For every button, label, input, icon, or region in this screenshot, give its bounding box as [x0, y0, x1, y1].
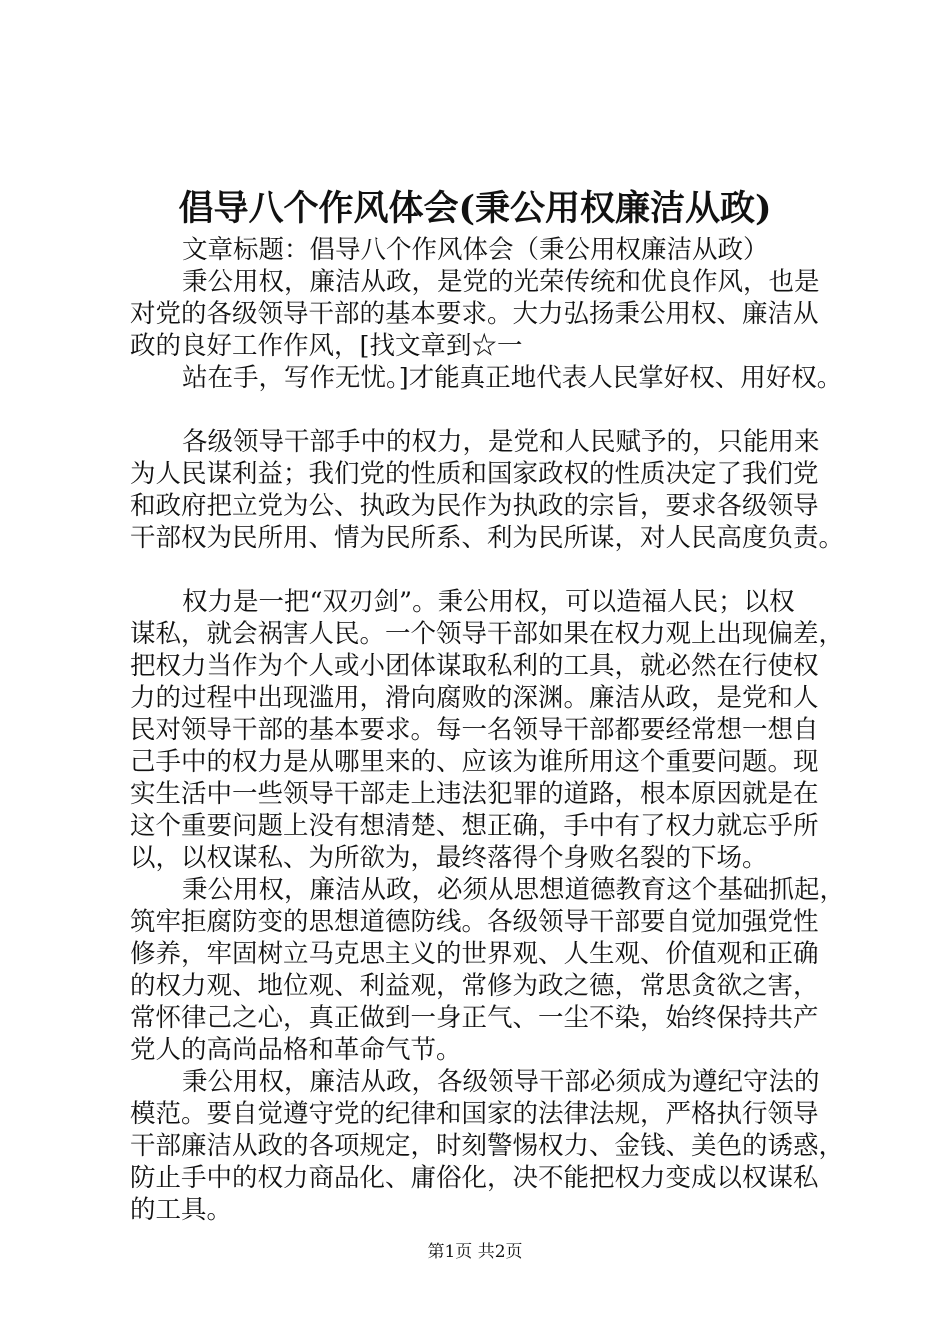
text-line: 的工具。	[130, 1195, 233, 1225]
text-line: 谋私，就会祸害人民。一个领导干部如果在权力观上出现偏差，	[130, 619, 845, 649]
text-line: 为人民谋利益；我们党的性质和国家政权的性质决定了我们党	[130, 459, 819, 489]
text-line: 筑牢拒腐防变的思想道德防线。各级领导干部要自觉加强党性	[130, 907, 819, 937]
text-line: 模范。要自觉遵守党的纪律和国家的法律法规，严格执行领导	[130, 1099, 819, 1129]
text-line: 防止手中的权力商品化、庸俗化，决不能把权力变成以权谋私	[130, 1163, 819, 1193]
text-line: 常怀律己之心，真正做到一身正气、一尘不染，始终保持共产	[130, 1003, 819, 1033]
text-line: 干部权为民所用、情为民所系、利为民所谋，对人民高度负责。	[130, 523, 845, 553]
text-line: 秉公用权，廉洁从政，是党的光荣传统和优良作风，也是	[182, 267, 820, 297]
text-line: 文章标题：倡导八个作风体会（秉公用权廉洁从政）	[182, 235, 769, 265]
text-line: 己手中的权力是从哪里来的、应该为谁所用这个重要问题。现	[130, 747, 819, 777]
text-line: 以，以权谋私、为所欲为，最终落得个身败名裂的下场。	[130, 843, 768, 873]
document-body	[130, 234, 860, 1226]
text-line: 对党的各级领导干部的基本要求。大力弘扬秉公用权、廉洁从	[130, 299, 819, 329]
text-line: 干部廉洁从政的各项规定，时刻警惕权力、金钱、美色的诱惑，	[130, 1131, 845, 1161]
text-line: 秉公用权，廉洁从政，必须从思想道德教育这个基础抓起，	[182, 875, 846, 905]
text-line: 各级领导干部手中的权力，是党和人民赋予的，只能用来	[182, 427, 820, 457]
text-line: 这个重要问题上没有想清楚、想正确，手中有了权力就忘乎所	[130, 811, 819, 841]
text-line: 实生活中一些领导干部走上违法犯罪的道路，根本原因就是在	[130, 779, 819, 809]
text-line: 的权力观、地位观、利益观，常修为政之德，常思贪欲之害，	[130, 971, 819, 1001]
text-line: 站在手，写作无忧。]才能真正地代表人民掌好权、用好权。	[182, 363, 843, 393]
paragraph-gap	[130, 554, 860, 586]
text-line: 力的过程中出现滥用，滑向腐败的深渊。廉洁从政，是党和人	[130, 683, 819, 713]
text-line: 把权力当作为个人或小团体谋取私利的工具，就必然在行使权	[130, 651, 819, 681]
paragraph-gap	[130, 394, 860, 426]
page-footer: 第1页 共2页	[427, 1242, 523, 1262]
text-line: 修养，牢固树立马克思主义的世界观、人生观、价值观和正确	[130, 939, 819, 969]
text-line: 党人的高尚品格和革命气节。	[130, 1035, 462, 1065]
document-title: 倡导八个作风体会(秉公用权廉洁从政)	[178, 188, 772, 229]
text-line: 政的良好工作作风，[找文章到☆一	[130, 331, 523, 361]
text-line: 权力是一把“双刃剑”。秉公用权，可以造福人民；以权	[182, 587, 795, 617]
text-line: 和政府把立党为公、执政为民作为执政的宗旨，要求各级领导	[130, 491, 819, 521]
text-line: 民对领导干部的基本要求。每一名领导干部都要经常想一想自	[130, 715, 819, 745]
text-line: 秉公用权，廉洁从政，各级领导干部必须成为遵纪守法的	[182, 1067, 820, 1097]
